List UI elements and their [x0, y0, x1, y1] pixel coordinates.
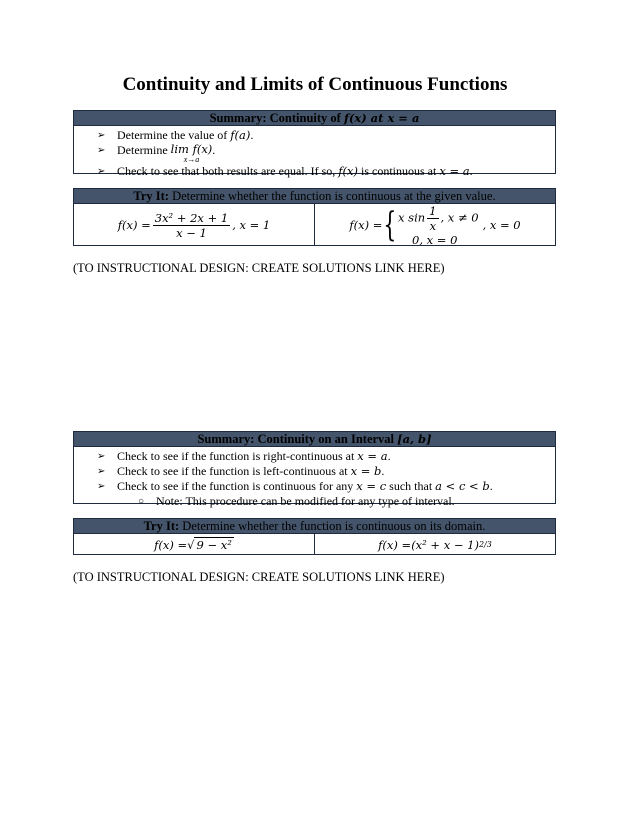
list-item: ➢ Determine lim f(x) x→a .	[97, 142, 216, 164]
summary-header-label: Summary: Continuity of	[209, 111, 344, 125]
circle-bullet-icon: ○	[138, 496, 145, 507]
list-item: ➢ Check to see if the function is left-continuous at x = b.	[97, 464, 385, 478]
list-item: ○ Note: This procedure can be modified for any type of interval.	[138, 494, 455, 508]
summary-continuity-on-interval	[73, 431, 556, 508]
summary-header: Summary: Continuity on an Interval [a, b]	[74, 432, 555, 447]
try-it-header: Try It: Determine whether the function is continuous at the given value.	[74, 189, 555, 204]
solutions-link-note: (TO INSTRUCTIONAL DESIGN: CREATE SOLUTIONS LINK HERE)	[73, 570, 445, 584]
summary-list	[74, 447, 555, 511]
try-it-header: Try It: Determine whether the function is continuous on its domain.	[74, 519, 555, 534]
page-title: Continuity and Limits of Continuous Functions	[122, 74, 508, 95]
list-item: ➢ Check to see that both results are equal. If so, f(x) is continuous at x = a.	[97, 164, 473, 178]
try-it-right-cell: f(x) = (x² + x − 1) 2/3	[378, 537, 492, 552]
arrowhead-bullet-icon: ➢	[97, 166, 106, 177]
summary-list	[74, 126, 555, 181]
list-item: ➢ Check to see if the function is continuous for any x = c such that a < c < b.	[97, 479, 493, 493]
arrowhead-bullet-icon: ➢	[97, 145, 106, 156]
summary-continuity-at-point	[73, 110, 556, 178]
list-item: ➢ Determine the value of f(a).	[97, 128, 254, 142]
list-item: ➢ Check to see if the function is right-continuous at x = a.	[97, 449, 391, 463]
summary-header-math: f(x) at x = a	[343, 111, 420, 125]
try-it-left-cell: f(x) = √ 9 − x²	[74, 534, 315, 555]
try-it-continuity-on-domain	[73, 518, 556, 555]
try-it-right-cell: f(x) = { x sin $\frac{1}{x}$ , x ≠ 0 0, x = 0 , x = 0	[349, 203, 521, 247]
summary-header	[74, 111, 555, 126]
try-it-continuity-at-value	[73, 188, 556, 246]
arrowhead-bullet-icon: ➢	[97, 466, 106, 477]
arrowhead-bullet-icon: ➢	[97, 451, 106, 462]
solutions-link-note: (TO INSTRUCTIONAL DESIGN: CREATE SOLUTIONS LINK HERE)	[73, 261, 445, 275]
arrowhead-bullet-icon: ➢	[97, 130, 106, 141]
try-it-left-cell: f(x) = $\frac{\text{3x² + 2x + 1}}{x - 1}$ , x = 1	[74, 204, 315, 246]
arrowhead-bullet-icon: ➢	[97, 481, 106, 492]
